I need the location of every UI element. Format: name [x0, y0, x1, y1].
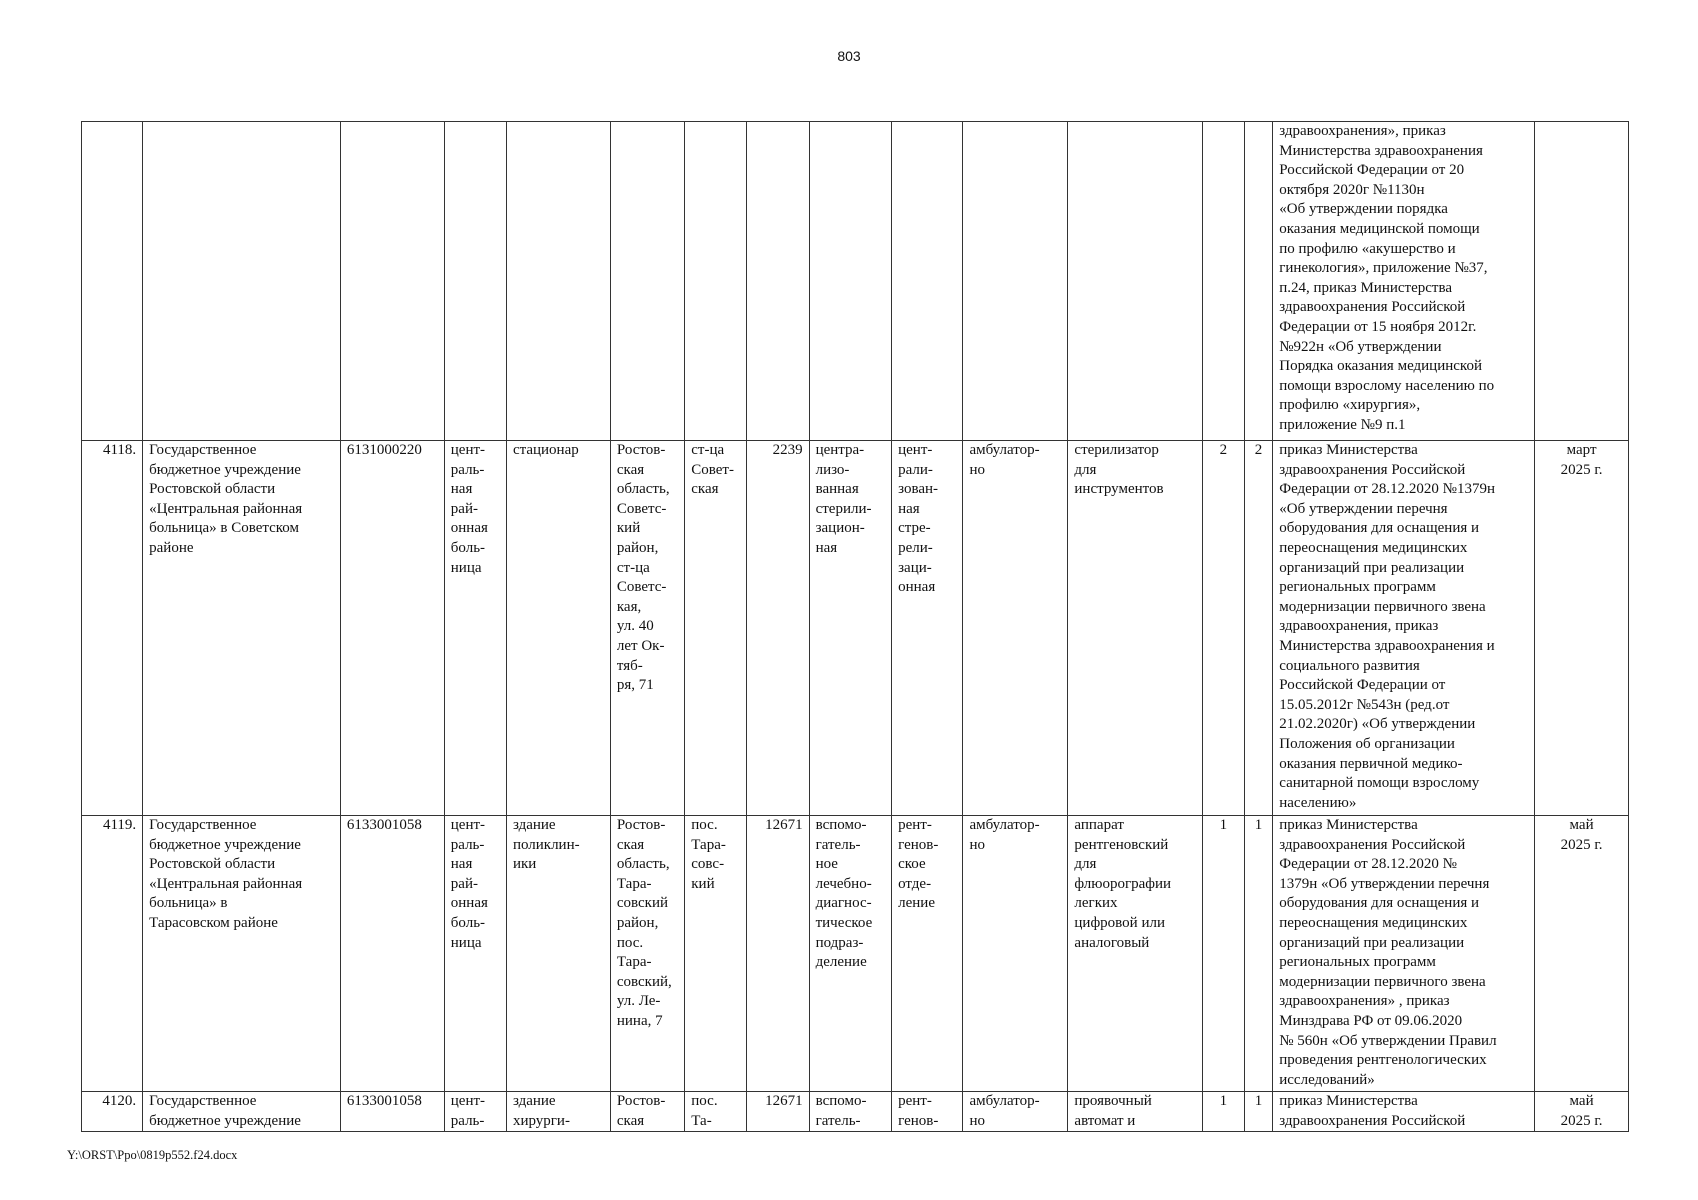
organization-type: цент- раль- ная рай- онная боль- ница — [444, 816, 506, 1092]
unit-type: вспомо- гатель- ное лечебно- диагнос- тическое подраз- деление — [809, 816, 892, 1092]
quantity-1 — [1202, 122, 1244, 441]
care-conditions — [963, 122, 1068, 441]
delivery-date — [1535, 122, 1629, 441]
table-row — [82, 816, 1629, 1092]
inn: 6133001058 — [340, 1092, 444, 1132]
quantity-2: 1 — [1244, 1092, 1273, 1132]
locality-code: 12671 — [747, 1092, 809, 1132]
delivery-date: май 2025 г. — [1535, 1092, 1629, 1132]
row-number: 4118. — [82, 441, 143, 816]
building — [506, 122, 610, 441]
organization-type: цент- раль- — [444, 1092, 506, 1132]
organization-type: цент- раль- ная рай- онная боль- ница — [444, 441, 506, 816]
quantity-2 — [1244, 122, 1273, 441]
address: Ростов- ская — [610, 1092, 684, 1132]
table-row — [82, 441, 1629, 816]
department: рент- генов- — [892, 1092, 963, 1132]
department: рент- генов- ское отде- ление — [892, 816, 963, 1092]
organization-name: Государственное бюджетное учреждение — [143, 1092, 341, 1132]
quantity-1: 1 — [1202, 816, 1244, 1092]
equipment-name: стерилизатор для инструментов — [1068, 441, 1203, 816]
address: Ростов- ская область, Советс- кий район, ст-ца Советс- кая, ул. 40 лет Ок- тяб- ря, 71 — [610, 441, 684, 816]
inn: 6133001058 — [340, 816, 444, 1092]
quantity-1: 2 — [1202, 441, 1244, 816]
locality: пос. Та- — [685, 1092, 747, 1132]
unit-type: центра- лизо- ванная стерили- зацион- ная — [809, 441, 892, 816]
legal-basis: приказ Министерства здравоохранения Российской — [1273, 1092, 1535, 1132]
legal-basis: приказ Министерства здравоохранения Российской Федерации от 28.12.2020 №1379н «Об утверждении перечня оборудования для оснащения и переоснащения медицинских организаций при реализации региональных программ модернизации первичного звена здравоохранения, приказ Министерства здравоохранения и социального развития Российской Федерации от 15.05.2012г №543н (ред.от 21.02.2020г) «Об утверждении Положения об организации оказания первичной медико- санитарной помощи взрослому населению» — [1273, 441, 1535, 816]
locality-code — [747, 122, 809, 441]
page-number: 803 — [837, 48, 861, 64]
department — [892, 122, 963, 441]
footer-file-path: Y:\ORST\Ppo\0819p552.f24.docx — [67, 1148, 238, 1162]
address: Ростов- ская область, Тара- совский район, пос. Тара- совский, ул. Ле- нина, 7 — [610, 816, 684, 1092]
equipment-name: аппарат рентгеновский для флюорографии легких цифровой или аналоговый — [1068, 816, 1203, 1092]
building: здание хирурги- — [506, 1092, 610, 1132]
unit-type — [809, 122, 892, 441]
quantity-2: 1 — [1244, 816, 1273, 1092]
quantity-2: 2 — [1244, 441, 1273, 816]
quantity-1: 1 — [1202, 1092, 1244, 1132]
organization-name: Государственное бюджетное учреждение Ростовской области «Центральная районная больница» в Тарасовском районе — [143, 816, 341, 1092]
row-number: 4119. — [82, 816, 143, 1092]
legal-basis: здравоохранения», приказ Министерства здравоохранения Российской Федерации от 20 октября 2020г №1130н «Об утверждении порядка оказания медицинской помощи по профилю «акушерство и гинекология», приложение №37, п.24, приказ Министерства здравоохранения Российской Федерации от 15 ноября 2012г. №922н «Об утверждении Порядка оказания медицинской помощи взрослому населению по профилю «хирургия», приложение №9 п.1 — [1273, 122, 1535, 441]
delivery-date: март 2025 г. — [1535, 441, 1629, 816]
row-number: 4120. — [82, 1092, 143, 1132]
organization-name — [143, 122, 341, 441]
legal-basis: приказ Министерства здравоохранения Российской Федерации от 28.12.2020 № 1379н «Об утверждении перечня оборудования для оснащения и переоснащения медицинских организаций при реализации региональных программ модернизации первичного звена здравоохранения» , приказ Минздрава РФ от 09.06.2020 № 560н «Об утверждении Правил проведения рентгенологических исследований» — [1273, 816, 1535, 1092]
row-number — [82, 122, 143, 441]
unit-type: вспомо- гатель- — [809, 1092, 892, 1132]
locality: пос. Тара- совс- кий — [685, 816, 747, 1092]
locality-code: 12671 — [747, 816, 809, 1092]
building: здание поликлин- ики — [506, 816, 610, 1092]
table-row — [82, 122, 1629, 441]
inn: 6131000220 — [340, 441, 444, 816]
care-conditions: амбулатор- но — [963, 816, 1068, 1092]
organization-type — [444, 122, 506, 441]
equipment-name: проявочный автомат и — [1068, 1092, 1203, 1132]
locality — [685, 122, 747, 441]
equipment-name — [1068, 122, 1203, 441]
care-conditions: амбулатор- но — [963, 1092, 1068, 1132]
delivery-date: май 2025 г. — [1535, 816, 1629, 1092]
equipment-register-table — [81, 121, 1629, 1132]
organization-name: Государственное бюджетное учреждение Ростовской области «Центральная районная больница» в Советском районе — [143, 441, 341, 816]
building: стационар — [506, 441, 610, 816]
locality: ст-ца Совет- ская — [685, 441, 747, 816]
inn — [340, 122, 444, 441]
department: цент- рали- зован- ная стре- рели- заци- онная — [892, 441, 963, 816]
address — [610, 122, 684, 441]
care-conditions: амбулатор- но — [963, 441, 1068, 816]
table-row — [82, 1092, 1629, 1132]
locality-code: 2239 — [747, 441, 809, 816]
